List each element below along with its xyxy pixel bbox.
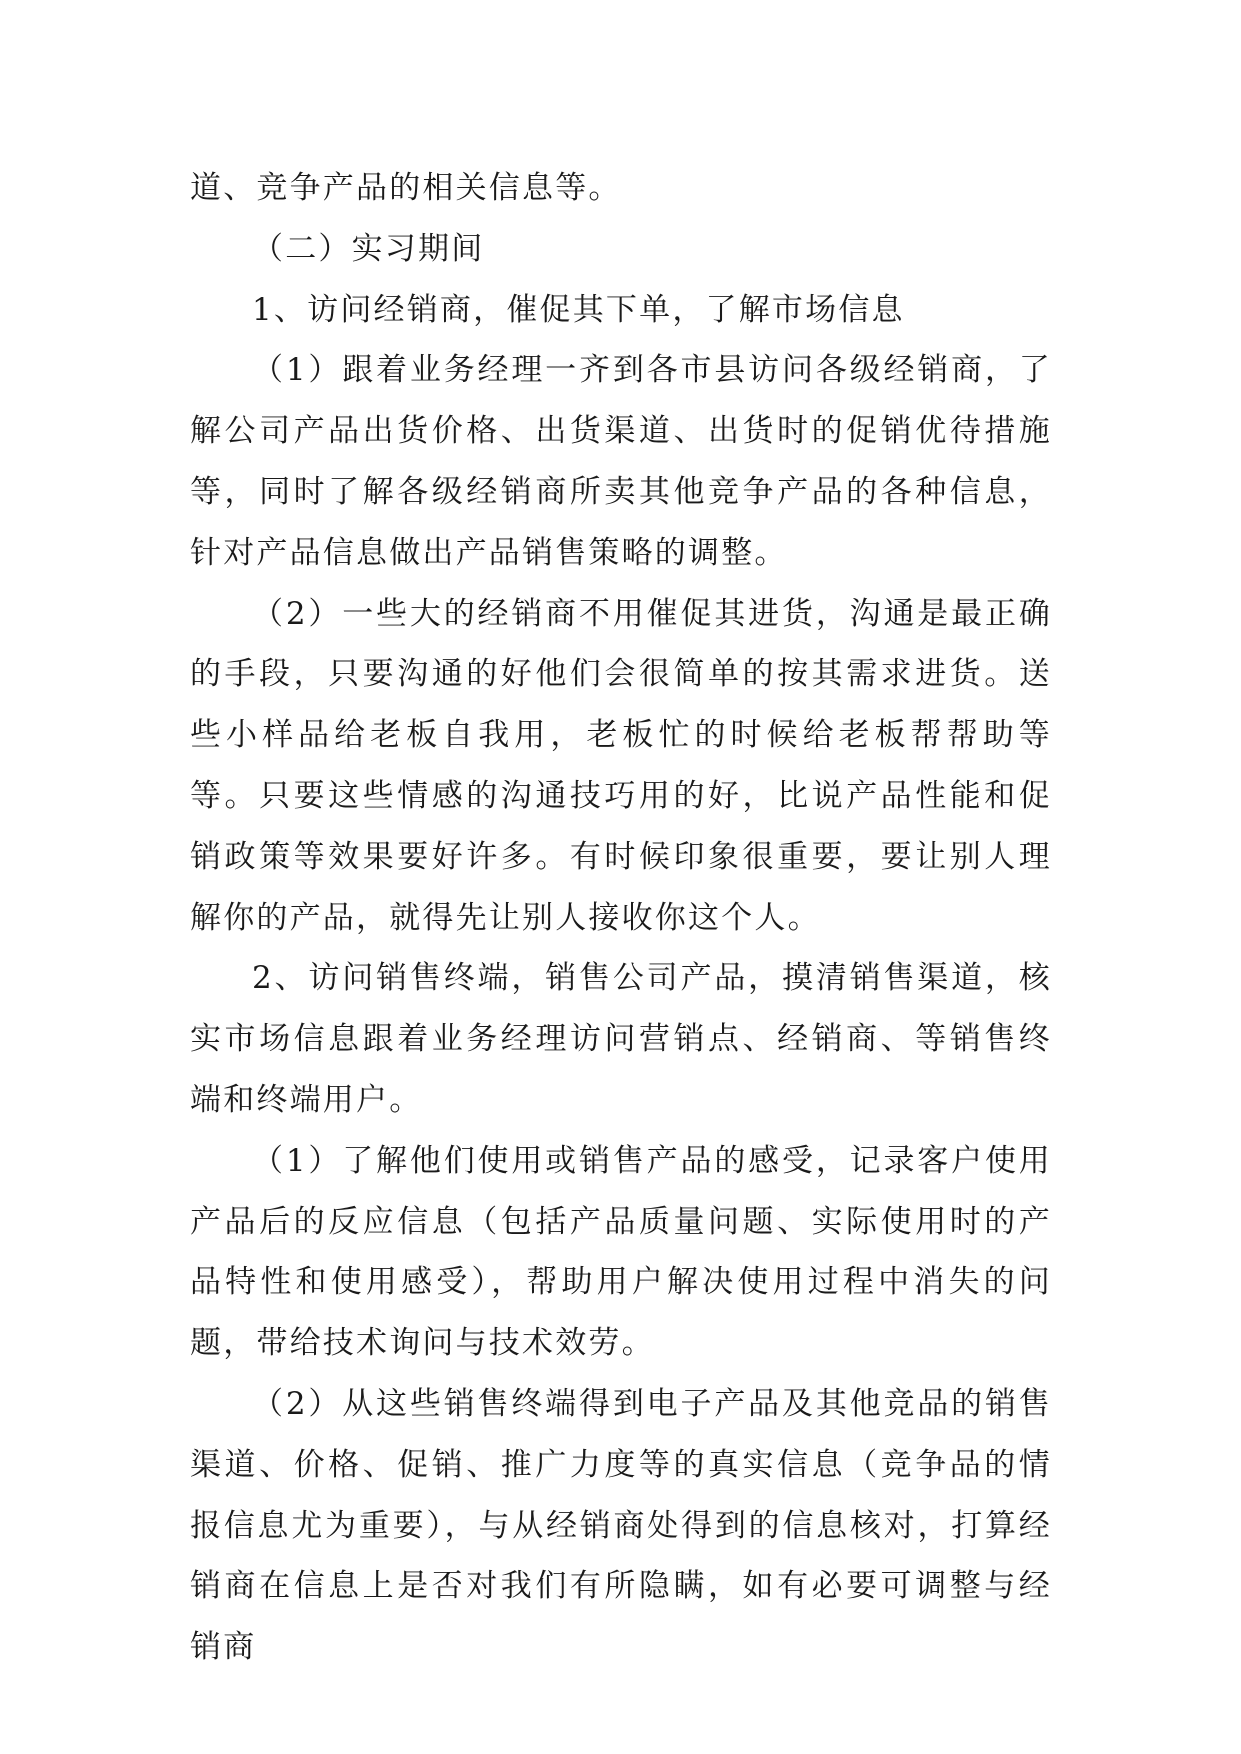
paragraph-visit-terminals-1: （1）了解他们使用或销售产品的感受，记录客户使用产品后的反应信息（包括产品质量问题、实际使用时的产品特性和使用感受），帮助用户解决使用过程中消失的问题，带给技术询问与技术效劳。 xyxy=(190,1142,1052,1362)
item-heading-visit-dealers: 1、访问经销商，催促其下单，了解市场信息 xyxy=(252,291,905,328)
paragraph-visit-terminals-2: （2）从这些销售终端得到电子产品及其他竞品的销售渠道、价格、促销、推广力度等的真实信息（竞争品的情报信息尤为重要），与从经销商处得到的信息核对，打算经销商在信息上是否对我们有所隐瞒，如有必要可调整与经销商 xyxy=(190,1385,1052,1666)
paragraph-visit-dealers-1: （1）跟着业务经理一齐到各市县访问各级经销商，了解公司产品出货价格、出货渠道、出货时的促销优待措施等，同时了解各级经销商所卖其他竞争产品的各种信息，针对产品信息做出产品销售策略的调整。 xyxy=(190,352,1052,571)
paragraph-continuation: 道、竞争产品的相关信息等。 xyxy=(190,170,622,206)
item-heading-visit-terminals: 2、访问销售终端，销售公司产品，摸清销售渠道，核实市场信息跟着业务经理访问营销点、经销商、等销售终端和终端用户。 xyxy=(190,960,1052,1118)
paragraph-visit-dealers-2: （2）一些大的经销商不用催促其进货，沟通是最正确的手段，只要沟通的好他们会很简单的按其需求进货。送些小样品给老板自我用，老板忙的时候给老板帮帮助等等。只要这些情感的沟通技巧用的好，比说产品性能和促销政策等效果要好许多。有时候印象很重要，要让别人理解你的产品，就得先让别人接收你这个人。 xyxy=(190,595,1052,936)
section-heading-internship-period: （二）实习期间 xyxy=(252,230,485,267)
document-body xyxy=(190,158,1052,1678)
